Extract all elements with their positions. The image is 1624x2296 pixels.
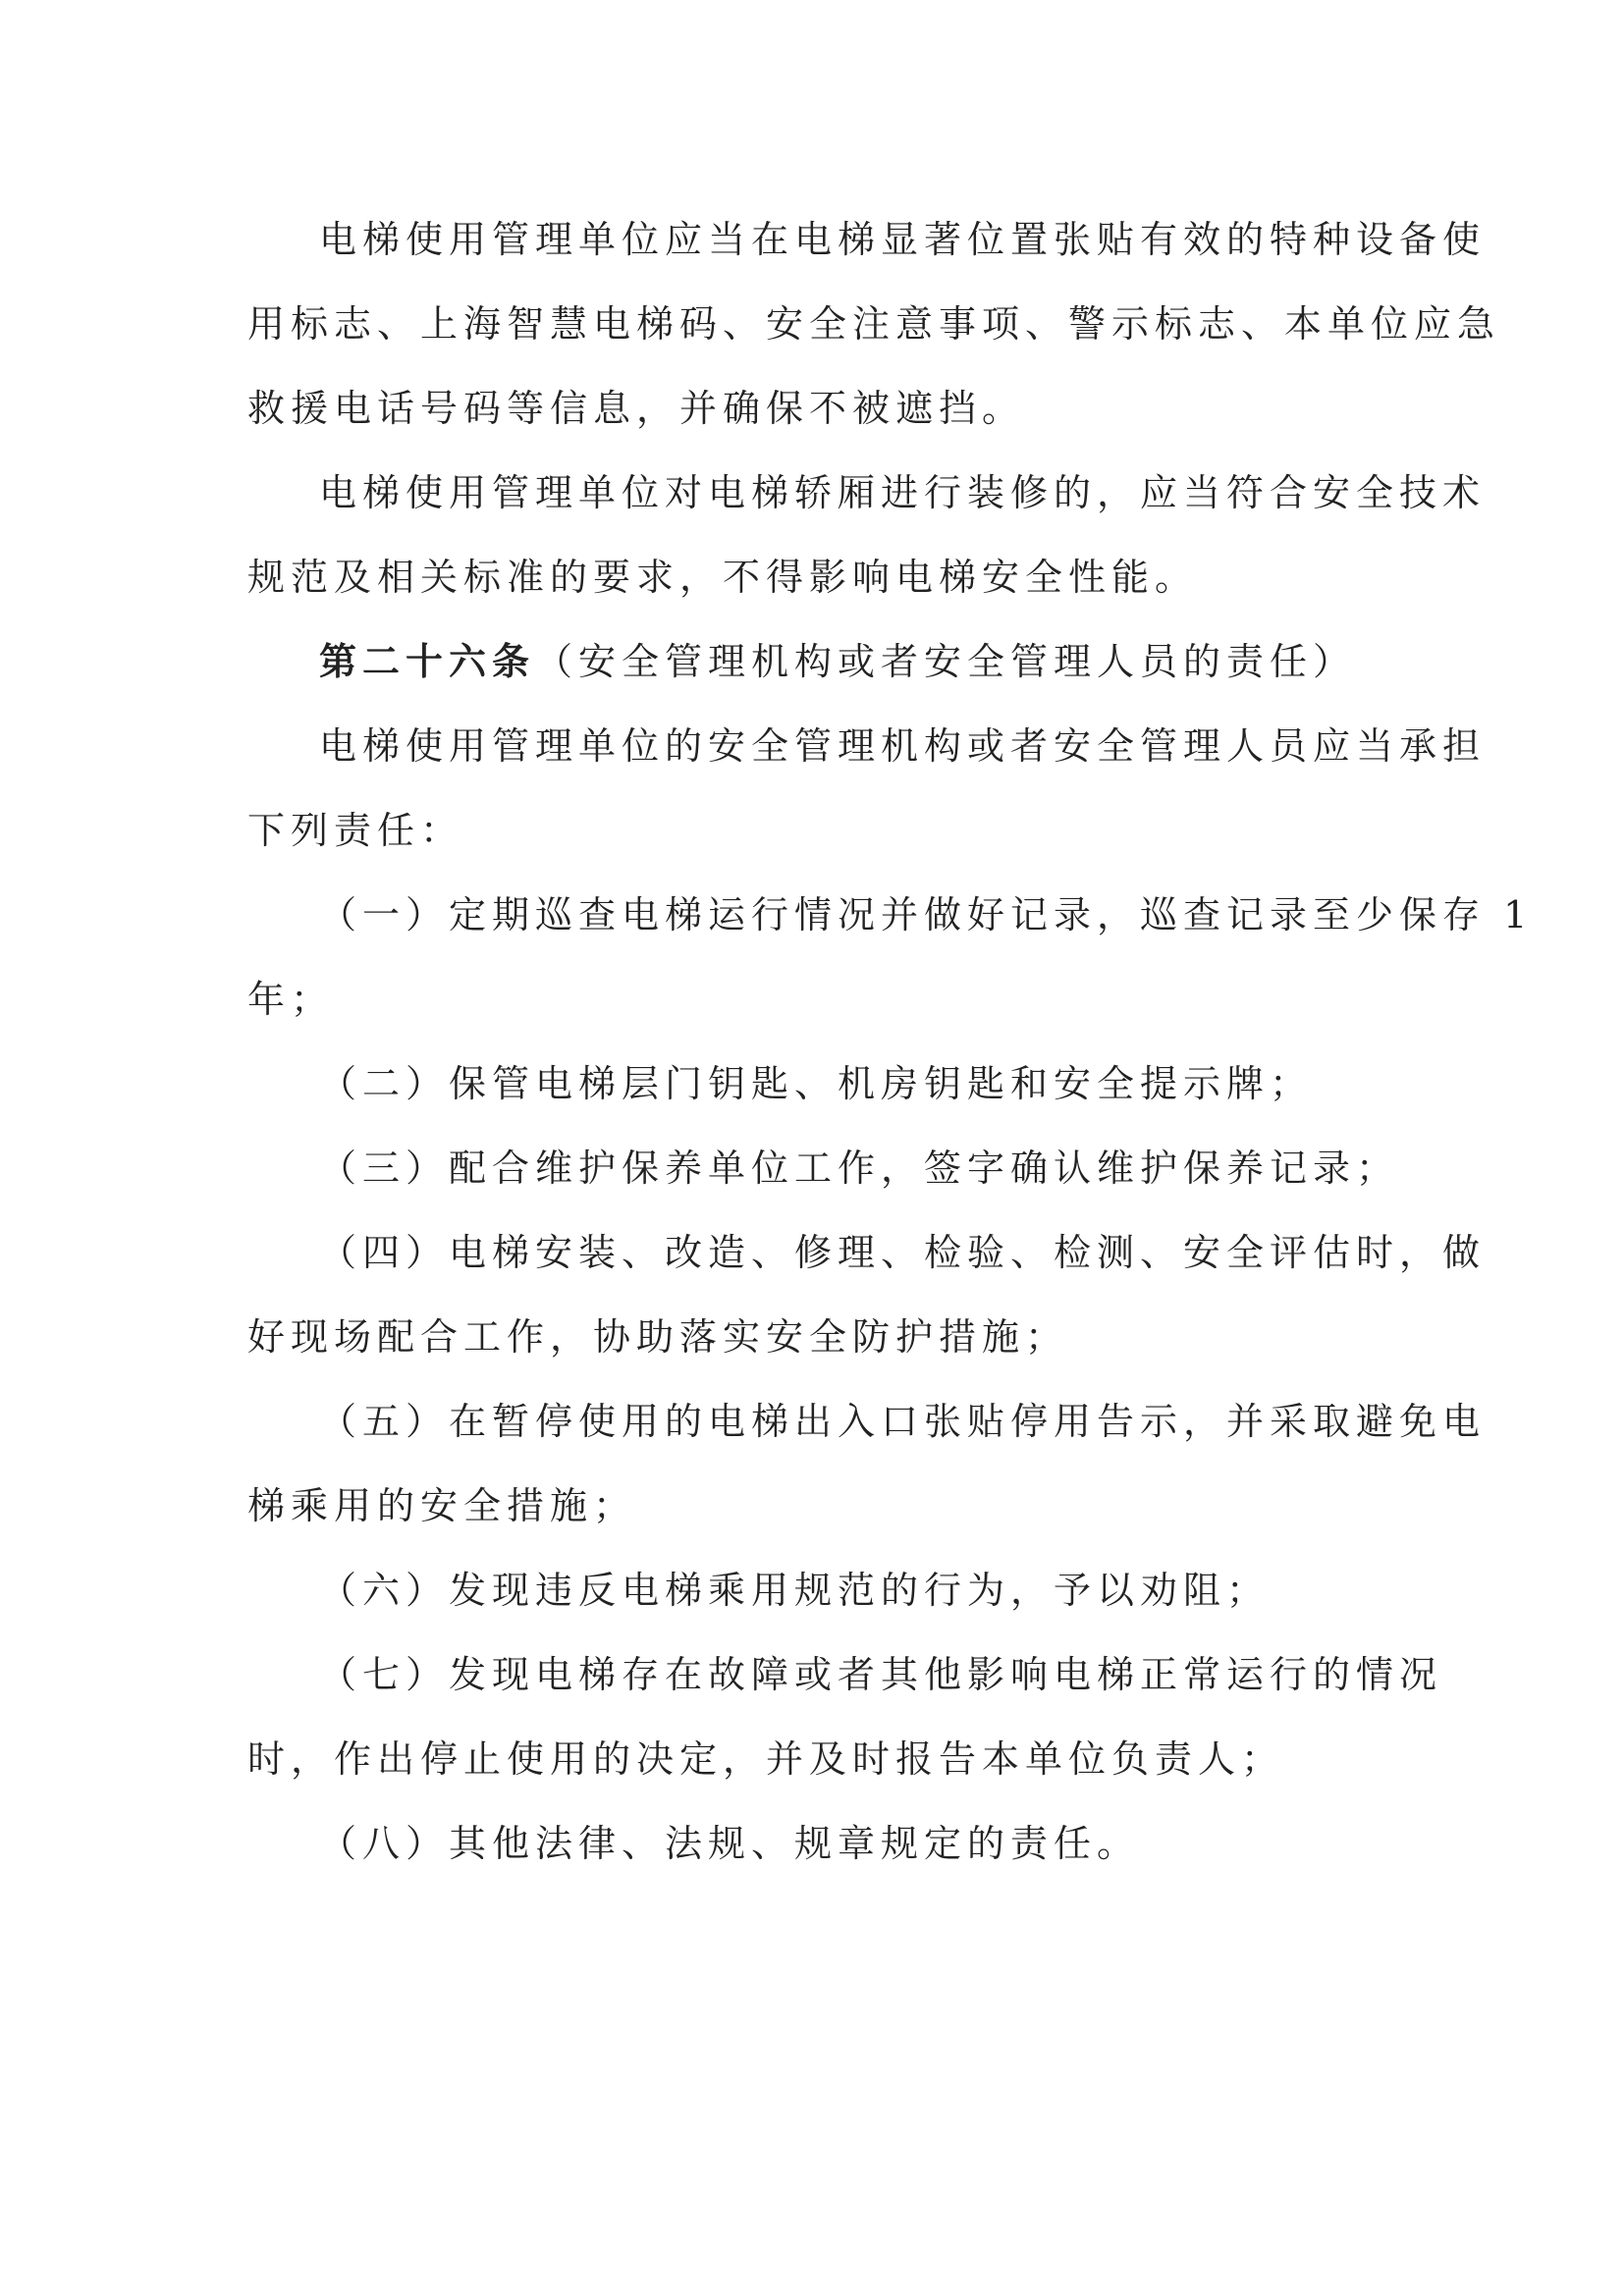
list-item-1-line-2: 年； [247,978,335,1021]
list-item-3: （三）配合维护保养单位工作，签字确认维护保养记录； [319,1147,1400,1190]
paragraph-3-line-1: 电梯使用管理单位的安全管理机构或者安全管理人员应当承担 [319,724,1487,768]
list-item-8: （八）其他法律、法规、规章规定的责任。 [319,1822,1141,1865]
list-item-5-line-2: 梯乘用的安全措施； [247,1484,637,1527]
list-item-7-line-2: 时，作出停止使用的决定，并及时报告本单位负责人； [247,1737,1285,1781]
list-item-4-line-2: 好现场配合工作，协助落实安全防护措施； [247,1315,1069,1359]
list-item-2: （二）保管电梯层门钥匙、机房钥匙和安全提示牌； [319,1062,1314,1105]
list-item-4-line-1: （四）电梯安装、改造、修理、检验、检测、安全评估时，做 [319,1231,1487,1274]
list-item-7-line-1: （七）发现电梯存在故障或者其他影响电梯正常运行的情况 [319,1653,1443,1696]
article-number: 第二十六条 [319,639,536,683]
paragraph-3-line-2: 下列责任： [247,809,464,852]
list-item-5-line-1: （五）在暂停使用的电梯出入口张贴停用告示，并采取避免电 [319,1400,1487,1443]
list-item-6: （六）发现违反电梯乘用规范的行为，予以劝阻； [319,1569,1271,1612]
article-title: （安全管理机构或者安全管理人员的责任） [535,640,1357,683]
list-item-1-line-1: （一）定期巡查电梯运行情况并做好记录，巡查记录至少保存 1 [319,893,1534,936]
paragraph-1-line-1: 电梯使用管理单位应当在电梯显著位置张贴有效的特种设备使 [319,218,1487,261]
article-26-heading [319,640,1356,683]
paragraph-2-line-1: 电梯使用管理单位对电梯轿厢进行装修的，应当符合安全技术 [319,471,1487,514]
paragraph-2-line-2: 规范及相关标准的要求，不得影响电梯安全性能。 [247,556,1199,599]
paragraph-1-line-2: 用标志、上海智慧电梯码、安全注意事项、警示标志、本单位应急 [247,302,1501,346]
paragraph-1-line-3: 救援电话号码等信息，并确保不被遮挡。 [247,387,1026,430]
